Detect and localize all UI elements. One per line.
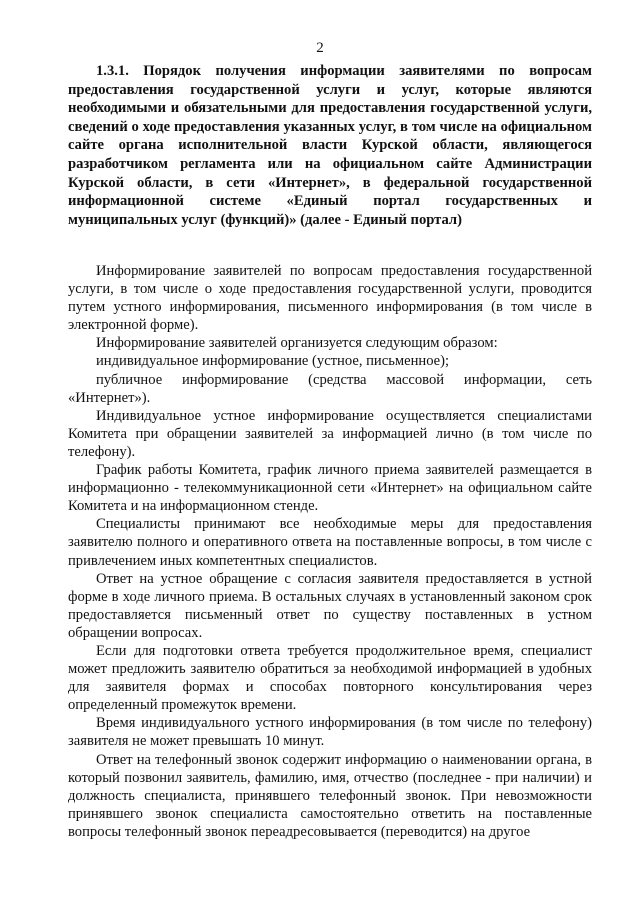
body-text: [68, 262, 592, 841]
paragraph: публичное информирование (средства массовой информации, сеть «Интернет»).: [68, 371, 592, 406]
paragraph: Информирование заявителей организуется следующим образом:: [96, 335, 498, 352]
paragraph: Индивидуальное устное информирование осуществляется специалистами Комитета при обращении заявителей за информацией лично (в том числе по телефону).: [68, 407, 592, 460]
paragraph: Ответ на устное обращение с согласия заявителя предоставляется в устной форме в ходе личного приема. В остальных случаях в установленный законом срок предоставляется письменный ответ по существу поставленных в устном обращении вопросах.: [68, 570, 592, 641]
section-heading: 1.3.1. Порядок получения информации заявителями по вопросам предоставления государственной услуги и услуг, которые являются необходимыми и обязательными для предоставления государственной услуги, сведений о ходе предоставления указанных услуг, в том числе на официальном сайте органа исполнительной власти Курской области, являющегося разработчиком регламента или на официальном сайте Администрации Курской области, в сети «Интернет», в федеральной государственной информационной системе «Единый портал государственных и муниципальных услуг (функций)» (далее - Единый портал): [68, 63, 592, 228]
page-number: 2: [316, 40, 324, 56]
paragraph: Время индивидуального устного информирования (в том числе по телефону) заявителя не может превышать 10 минут.: [68, 715, 592, 750]
paragraph: Специалисты принимают все необходимые меры для предоставления заявителю полного и оперативного ответа на поставленные вопросы, в том числе с привлечением иных компетентных специалистов.: [68, 516, 592, 569]
paragraph: Если для подготовки ответа требуется продолжительное время, специалист может предложить заявителю обратиться за необходимой информацией в удобных для заявителя формах и способах повторного консультирования через определенный промежуток времени.: [68, 642, 592, 714]
paragraph: Информирование заявителей по вопросам предоставления государственной услуги, в том числе о ходе предоставления государственной услуги, проводится путем устного информирования, письменного информирования (в том числе в электронной форме).: [68, 263, 592, 334]
paragraph: Ответ на телефонный звонок содержит информацию о наименовании органа, в который позвонил заявитель, фамилию, имя, отчество (последнее - при наличии) и должность специалиста, принявшего телефонный звонок. При невозможности принявшего звонок специалиста самостоятельно ответить на поставленные вопросы телефонный звонок переадресовывается (переводится) на другое: [68, 751, 592, 840]
paragraph: График работы Комитета, график личного приема заявителей размещается в информационно - телекоммуникационной сети «Интернет» на официальном сайте Комитета и на информационном стенде.: [68, 462, 592, 515]
paragraph: индивидуальное информирование (устное, письменное);: [96, 353, 450, 370]
